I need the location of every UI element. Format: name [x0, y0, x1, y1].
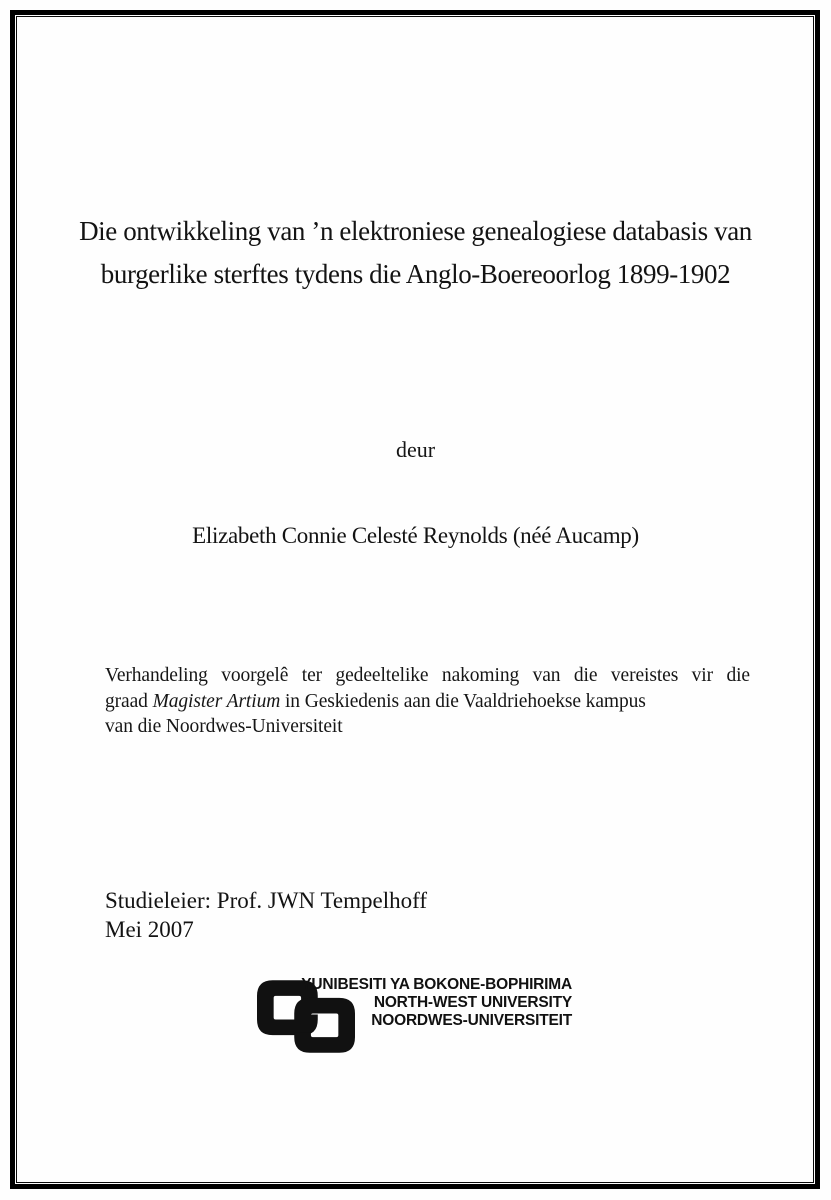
- supervisor-line: Studieleier: Prof. JWN Tempelhoff: [105, 888, 428, 913]
- date-line: Mei 2007: [105, 917, 194, 942]
- degree-statement-line2: [105, 689, 750, 715]
- degree-statement-line2-post: in Geskiedenis aan die Vaaldriehoekse kampus: [280, 690, 646, 712]
- supervisor-block: [105, 886, 427, 944]
- university-name-english: NORTH-WEST UNIVERSITY: [373, 994, 572, 1011]
- thesis-title-line2: burgerlike sterftes tydens die Anglo-Boereoorlog 1899-1902: [100, 259, 731, 289]
- degree-statement-line1: Verhandeling voorgelê ter gedeeltelike nakoming van die vereistes vir die: [105, 665, 750, 686]
- thesis-title-line1: Die ontwikkeling van ’n elektroniese genealogiese databasis van: [79, 216, 752, 246]
- thesis-title: [0, 210, 831, 296]
- author-name: Elizabeth Connie Celesté Reynolds (néé Aucamp): [192, 523, 639, 548]
- degree-statement: [105, 663, 750, 740]
- degree-statement-line2-pre: graad: [105, 690, 153, 712]
- university-name-setswana: YUNIBESITI YA BOKONE-BOPHIRIMA: [301, 976, 572, 993]
- degree-statement-line3: van die Noordwes-Universiteit: [105, 716, 343, 737]
- byline-label: deur: [395, 437, 436, 462]
- degree-name-italic: Magister Artium: [152, 690, 281, 712]
- university-logo-text: [301, 976, 572, 1030]
- university-name-afrikaans: NOORDWES-UNIVERSITEIT: [371, 1012, 572, 1029]
